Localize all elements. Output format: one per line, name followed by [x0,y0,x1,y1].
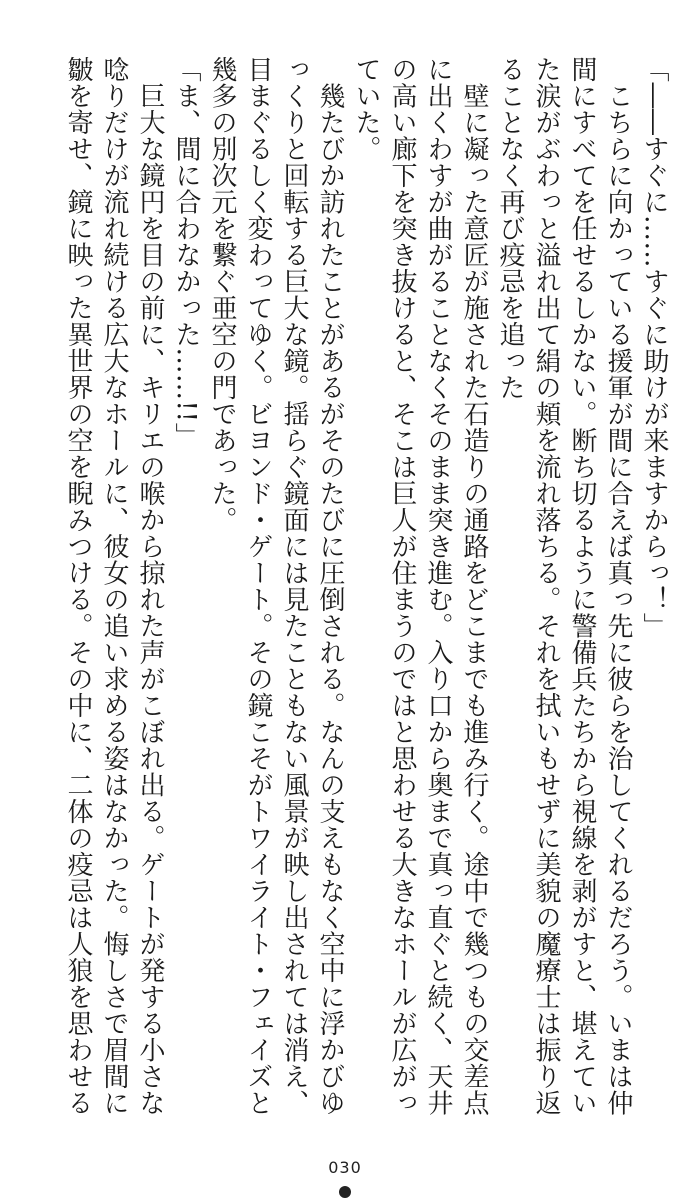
text-line: ることなく再び疫忌を追った [495,56,525,401]
text-line: 幾多の別次元を繋ぐ亜空の門であった。 [207,56,237,533]
text-line: 巨大な鏡円を目の前に、キリエの喉から掠れた声がこぼれ出る。ゲートが発する小さな [135,56,165,1116]
text-line: 間にすべてを任せるしかない。断ち切るように警備兵たちから視線を剥がすと、堪えてい [567,56,597,1116]
text-line: っくりと回転する巨大な鏡。揺らぐ鏡面には見たこともない風景が映し出されては消え、 [279,56,309,1116]
text-line: の高い廊下を突き抜けると、そこは巨人が住まうのではと思わせる大きなホールが広がっ [387,56,417,1116]
page-number: 030 [328,1158,362,1177]
text-line: 唸りだけが流れ続ける広大なホールに、彼女の追い求める姿はなかった。悔しさで眉間に [99,56,129,1116]
text-line: 幾たびか訪れたことがあるがそのたびに圧倒される。なんの支えもなく空中に浮かびゆ [315,56,345,1116]
text-line: 壁に凝った意匠が施された石造りの通路をどこまでも進み行く。途中で幾つもの交差点 [459,56,489,1116]
text-line: に出くわすが曲がることなくそのまま突き進む。入り口から奥まで真っ直ぐと続く、天井 [423,56,453,1116]
text-line: た涙がぶわっと溢れ出て絹の頬を流れ落ちる。それを拭いもせずに美貌の魔療士は振り返 [531,56,561,1116]
text-line: こちらに向かっている援軍が間に合えば真っ先に彼らを治してくれるだろう。いまは仲 [603,56,633,1116]
vertical-text-body [60,56,672,1116]
text-line: 「――すぐに……すぐに助けが来ますからっ！」 [639,56,669,639]
text-line: 皺を寄せ、鏡に映った異世界の空を睨みつける。その中に、二体の疫忌は人狼を思わせる [63,56,93,1116]
page-marker-dot [339,1186,351,1198]
text-line: ていた。 [351,56,381,162]
text-line: 「ま、間に合わなかった……!!」 [171,56,201,449]
text-line: 目まぐるしく変わってゆく。ビヨンド・ゲート。その鏡こそがトワイライト・フェイズと [243,56,273,1116]
